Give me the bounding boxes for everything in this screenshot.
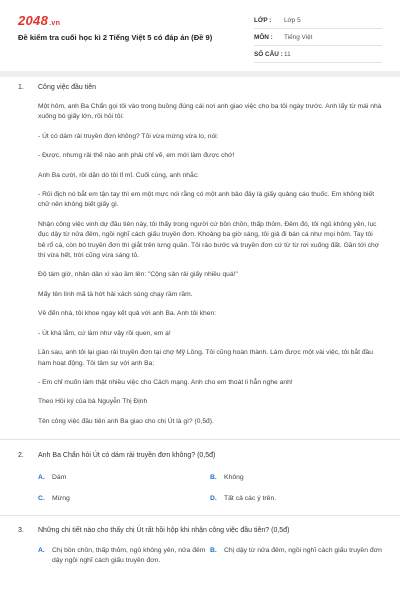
option-letter: D. xyxy=(210,495,217,503)
passage-paragraph: - Rủi địch nó bắt em tận tay thì em một mực nói rằng có một anh bảo đây là giấy quảng cáo thuốc. Em không biết chữ nên không biết giấy gì. xyxy=(38,191,375,209)
question-number: 2. xyxy=(18,452,24,460)
logo-suffix: .vn xyxy=(49,20,61,27)
document-header xyxy=(0,0,400,68)
answer-option-b[interactable] xyxy=(210,473,382,483)
answer-options xyxy=(38,546,382,566)
passage-source: Theo Hồi ký của bà Nguyễn Thị Định xyxy=(38,398,148,406)
answer-option-a[interactable] xyxy=(38,546,210,566)
option-text: Mừng xyxy=(52,495,70,503)
question-title: Những chi tiết nào cho thấy chị Út rất hồi hộp khi nhận công việc đầu tiên? (0,5đ) xyxy=(38,527,290,535)
option-text: Chị dậy từ nửa đêm, ngồi nghĩ cách giấu truyền đơn xyxy=(224,547,382,555)
meta-key: SỐ CÂU : xyxy=(254,50,283,58)
question-prompt: Tên công việc đầu tiên anh Ba giao cho chị Út là gì? (0,5đ). xyxy=(38,417,214,425)
answer-option-d[interactable] xyxy=(210,494,382,504)
option-text: Không xyxy=(224,474,244,482)
passage-paragraph: Một hôm, anh Ba Chẩn gọi tôi vào trong buồng đúng cái nơi anh giao việc cho ba tôi ngày trước. Anh lấy từ mái nhà xuống bó giấy lớn, rồi hỏi tôi: xyxy=(38,103,382,121)
passage-paragraph: - Út có dám rải truyền đơn không? Tôi vừa mừng vừa lo, nói: xyxy=(38,132,219,140)
answer-options xyxy=(38,473,382,504)
question-3-heading xyxy=(18,526,382,536)
question-number: 1. xyxy=(18,84,24,91)
meta-value: 11 xyxy=(284,50,291,58)
option-letter: A. xyxy=(38,474,45,482)
passage-paragraph: Lần sau, anh tôi lại giao rải truyền đơn tại chợ Mỹ Lồng. Tôi cũng hoàn thành. Làm được một vài việc, tôi bắt đầu ham hoạt động. Tôi tâm sự với anh Ba: xyxy=(38,349,373,367)
passage-paragraph: Về đến nhà, tôi khoe ngay kết quả với anh Ba. Anh tôi khen: xyxy=(38,310,217,318)
option-letter: B. xyxy=(210,474,217,482)
document-title: Đề kiểm tra cuối học kì 2 Tiếng Việt 5 có đáp án (Đề 9) xyxy=(18,33,213,42)
meta-value: Lớp 5 xyxy=(284,16,301,24)
passage-paragraph: Anh Ba cười, rồi dặn dò tôi tỉ mỉ. Cuối cùng, anh nhắc: xyxy=(38,171,199,179)
question-1-heading xyxy=(18,83,382,93)
site-logo[interactable] xyxy=(18,13,60,28)
meta-row-question-count xyxy=(254,46,382,63)
option-text: Chị bồn chồn, thấp thỏm, ngủ không yên, nửa đêm dậy ngồi nghĩ cách giấu truyền đơn. xyxy=(52,547,206,565)
answer-option-b[interactable] xyxy=(210,546,382,566)
option-letter: A. xyxy=(38,547,45,555)
meta-value: Tiếng Việt xyxy=(284,33,313,41)
question-title: Anh Ba Chẩn hỏi Út có dám rải truyền đơn không? (0,5đ) xyxy=(38,452,216,460)
document-content xyxy=(0,77,400,566)
meta-key: LỚP : xyxy=(254,16,272,24)
answer-option-c[interactable] xyxy=(38,494,210,504)
option-letter: B. xyxy=(210,547,217,555)
question-number: 3. xyxy=(18,527,24,535)
option-text: Tất cả các ý trên. xyxy=(224,495,277,503)
meta-row-grade xyxy=(254,12,382,29)
logo-text: 2048 xyxy=(18,13,49,28)
question-title: Công việc đầu tiên xyxy=(38,84,96,91)
passage-paragraph: - Được, nhưng rải thế nào anh phải chỉ vẽ, em mới làm được chớ! xyxy=(38,152,235,160)
option-letter: C. xyxy=(38,495,45,503)
document-meta xyxy=(254,12,382,63)
passage-paragraph: - Em chỉ muốn làm thật nhiều việc cho Cách mạng. Anh cho em thoát li hẳn nghe anh! xyxy=(38,378,293,386)
meta-key: MÔN : xyxy=(254,33,273,41)
question-2-heading xyxy=(18,451,382,461)
passage-paragraph: Nhận công việc vinh dự đầu tiên này, tôi thấy trong người cứ bồn chồn, thấp thỏm. Đêm đó, tôi ngủ không yên, lục đục dậy từ nửa đêm, ngồi nghĩ cách giấu truyền đơn. Khoảng ba giờ sáng, tôi giả đi bán cá như mọi hôm. Tay tôi bê rổ cá, còn bó truyền đơn thì giắt trên lưng quần. Tôi rảo bước và truyền đơn cứ từ từ rơi xuống đất. Gần tới chợ thì vừa hết, trời cũng vừa sáng tỏ. xyxy=(38,220,380,260)
passage-paragraph: Độ tám giờ, nhân dân xì xào ầm lên: "Cộng sản rải giấy nhiều quá!" xyxy=(38,271,238,279)
answer-option-a[interactable] xyxy=(38,473,210,483)
passage-paragraph: - Út khá lắm, cứ làm như vậy rồi quen, em ạ! xyxy=(38,329,171,337)
passage-paragraph: Mấy tên lính mã tà hớt hải xách súng chạy rầm rầm. xyxy=(38,290,193,298)
option-text: Dám xyxy=(52,474,67,482)
meta-row-subject xyxy=(254,29,382,46)
